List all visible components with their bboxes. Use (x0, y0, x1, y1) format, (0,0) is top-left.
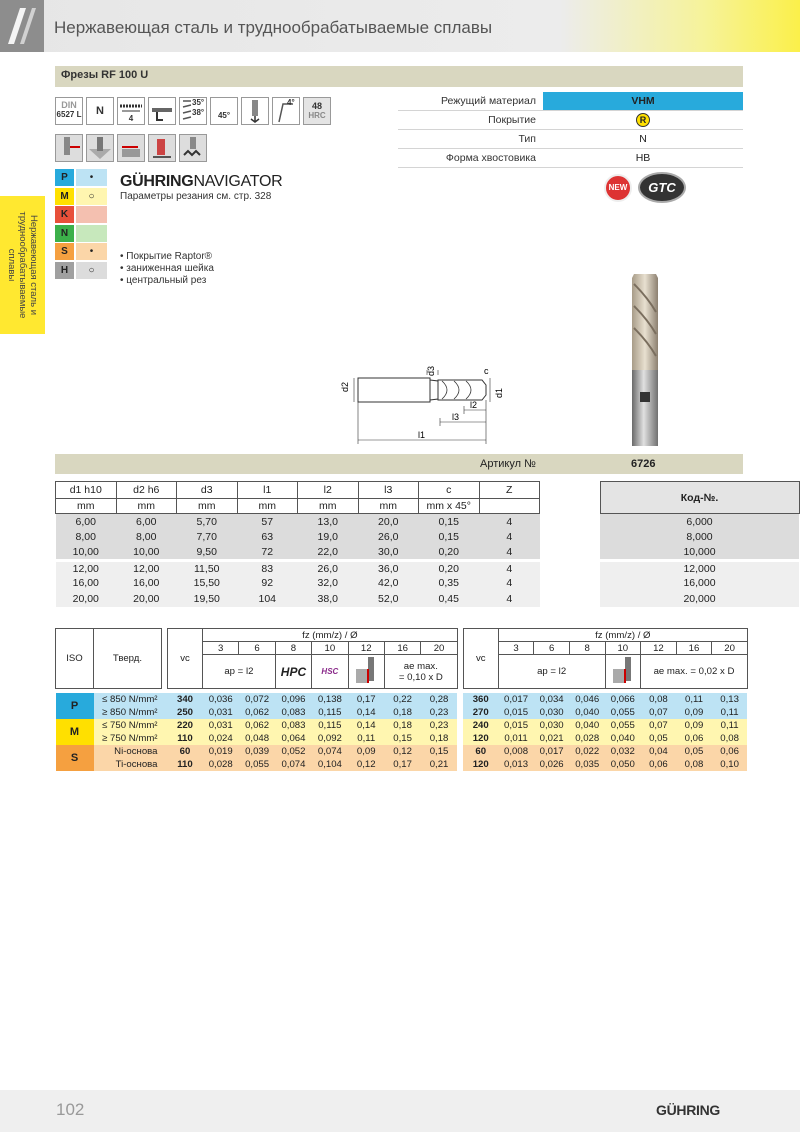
dim-row (56, 529, 800, 545)
fz-value: 0,032 (605, 745, 641, 758)
dim-unit (479, 499, 540, 514)
iso-suitability (76, 225, 107, 242)
diameter-header: 3 (498, 642, 534, 655)
dim-cell: 13,0 (298, 514, 359, 530)
page-footer (0, 1090, 800, 1132)
center-cut-icon (241, 97, 269, 125)
vc-value: 120 (463, 732, 498, 745)
dim-cell: 42,0 (358, 576, 419, 592)
fz-value: 0,23 (421, 719, 457, 732)
dim-cell: 5,70 (177, 514, 238, 530)
fz-value: 0,031 (203, 719, 239, 732)
diameter-header: 12 (348, 642, 384, 655)
din-standard-icon: DIN 6527 L (55, 97, 83, 125)
iso-suitability: ○ (76, 188, 107, 205)
right-ae: ae max. = 0,02 x D (641, 655, 748, 689)
dim-cell: 38,0 (298, 591, 359, 607)
dim-cell: 63 (237, 529, 298, 545)
vc-header: vc (168, 629, 203, 689)
diameter-header: 20 (421, 642, 457, 655)
dim-header: c (419, 482, 480, 499)
fz-value: 0,021 (534, 732, 570, 745)
diameter-header: 20 (712, 642, 748, 655)
spec-row-shank: Форма хвостовика HB (398, 149, 743, 168)
iso-group-label: M (56, 719, 94, 745)
cutting-params-note: Параметры резания см. стр. 328 (120, 191, 272, 202)
article-code[interactable]: 20,000 (600, 591, 799, 607)
fz-value: 0,092 (312, 732, 348, 745)
fz-value: 0,17 (348, 693, 384, 706)
iso-header: ISO (56, 629, 94, 689)
dim-unit: mm (298, 499, 359, 514)
vc-value: 110 (168, 758, 203, 771)
coating-badge: R (636, 113, 650, 127)
tool-dimension-drawing (330, 358, 510, 450)
dim-row (56, 576, 800, 592)
vc-header: vc (463, 629, 498, 689)
dim-cell: 8,00 (56, 529, 117, 545)
diameter-header: 10 (312, 642, 348, 655)
side-tab-label: Нержавеющая сталь и труднообрабатываемые сплавы (6, 211, 39, 319)
dim-unit: mm (116, 499, 177, 514)
dim-cell: 4 (479, 545, 540, 561)
iso-letter: P (55, 169, 74, 186)
fz-value: 0,06 (641, 758, 677, 771)
end-mill-image (626, 272, 666, 448)
fz-value: 0,13 (712, 693, 748, 706)
dim-cell: 20,00 (56, 591, 117, 607)
diameter-header: 12 (641, 642, 677, 655)
iso-letter: M (55, 188, 74, 205)
side-milling-icon (348, 655, 384, 689)
hpc-icon: HPC (275, 655, 311, 689)
fz-value: 0,055 (605, 719, 641, 732)
vc-value: 60 (168, 745, 203, 758)
footer-brand-logo: GÜHRING (656, 1102, 721, 1118)
dim-unit: mm (358, 499, 419, 514)
fz-header: fz (mm/z) / Ø (203, 629, 458, 642)
diameter-header: 10 (605, 642, 641, 655)
dim-cell: 32,0 (298, 576, 359, 592)
fz-value: 0,09 (676, 719, 712, 732)
fz-value: 0,030 (534, 719, 570, 732)
article-label: Артикул № (480, 458, 536, 470)
product-title-bar (55, 66, 743, 87)
dim-cell: 9,50 (177, 545, 238, 561)
dim-cell: 7,70 (177, 529, 238, 545)
vc-value: 240 (463, 719, 498, 732)
fz-value: 0,115 (312, 706, 348, 719)
fz-value: 0,18 (384, 719, 420, 732)
iso-group-label: P (56, 693, 94, 719)
fz-value: 0,040 (569, 706, 605, 719)
dim-cell: 52,0 (358, 591, 419, 607)
fz-value: 0,11 (348, 732, 384, 745)
dim-cell: 22,0 (298, 545, 359, 561)
fz-value: 0,030 (534, 706, 570, 719)
dim-header-row (56, 482, 800, 499)
fz-value: 0,05 (676, 745, 712, 758)
label-l3: l3 (452, 412, 460, 422)
article-number: 6726 (631, 458, 656, 470)
fz-value: 0,074 (275, 758, 311, 771)
fz-value: 0,036 (203, 693, 239, 706)
plunge-milling-icon (179, 134, 207, 162)
dim-cell: 0,20 (419, 545, 480, 561)
dim-cell: 26,0 (298, 560, 359, 576)
fz-value: 0,11 (676, 693, 712, 706)
article-code[interactable]: 10,000 (600, 545, 799, 561)
vc-value: 270 (463, 706, 498, 719)
finishing-icon (605, 655, 641, 689)
vc-value: 220 (168, 719, 203, 732)
vc-value: 250 (168, 706, 203, 719)
fz-value: 0,028 (569, 732, 605, 745)
fz-value: 0,052 (275, 745, 311, 758)
hardness-value: ≥ 750 N/mm² (94, 732, 162, 745)
page-title: Нержавеющая сталь и труднообрабатываемые сплавы (54, 18, 493, 37)
iso-group-s (55, 243, 107, 260)
fz-value: 0,115 (312, 719, 348, 732)
blade-icon (6, 6, 38, 46)
dim-cell: 92 (237, 576, 298, 592)
fz-value: 0,21 (421, 758, 457, 771)
fz-value: 0,064 (275, 732, 311, 745)
dim-unit: mm (237, 499, 298, 514)
fz-value: 0,022 (569, 745, 605, 758)
spec-row-material: Режущий материал VHM (398, 92, 743, 111)
fz-value: 0,18 (384, 706, 420, 719)
cutting-row (56, 745, 748, 758)
fz-value: 0,06 (712, 745, 748, 758)
dim-header: l1 (237, 482, 298, 499)
dim-row (56, 545, 800, 561)
fz-value: 0,046 (569, 693, 605, 706)
vc-value: 110 (168, 732, 203, 745)
fz-value: 0,035 (569, 758, 605, 771)
slot-milling-icon (86, 134, 114, 162)
fz-value: 0,011 (498, 732, 534, 745)
diameter-header: 6 (534, 642, 570, 655)
left-ae-value: = 0,10 x D (398, 671, 443, 683)
fz-value: 0,15 (421, 745, 457, 758)
chamfer-angle-icon: 45° (210, 97, 238, 125)
diameter-header: 8 (275, 642, 311, 655)
article-code[interactable]: 12,000 (600, 560, 799, 576)
product-title: Фрезы RF 100 U (61, 69, 149, 81)
fz-value: 0,15 (384, 732, 420, 745)
cutting-row (56, 758, 748, 771)
dim-cell: 11,50 (177, 560, 238, 576)
vc-value: 340 (168, 693, 203, 706)
fz-value: 0,18 (421, 732, 457, 745)
hardness-value: Ti-основа (94, 758, 162, 771)
chip-icon (148, 97, 176, 125)
hardness-value: Ni-основа (94, 745, 162, 758)
diameter-header: 6 (239, 642, 275, 655)
fz-value: 0,017 (498, 693, 534, 706)
ramping-icon (148, 134, 176, 162)
fz-value: 0,034 (534, 693, 570, 706)
fz-value: 0,14 (348, 706, 384, 719)
dim-cell: 4 (479, 514, 540, 530)
dim-header: l2 (298, 482, 359, 499)
fz-value: 0,083 (275, 719, 311, 732)
iso-suitability (76, 206, 107, 223)
dim-cell: 36,0 (358, 560, 419, 576)
dim-cell: 12,00 (116, 560, 177, 576)
fz-value: 0,23 (421, 706, 457, 719)
fz-value: 0,026 (534, 758, 570, 771)
fz-value: 0,22 (384, 693, 420, 706)
iso-suitability: • (76, 169, 107, 186)
dim-cell: 19,0 (298, 529, 359, 545)
profile-milling-icon (117, 134, 145, 162)
fz-value: 0,14 (348, 719, 384, 732)
dim-cell: 6,00 (116, 514, 177, 530)
fz-value: 0,019 (203, 745, 239, 758)
dim-cell: 0,45 (419, 591, 480, 607)
feature-item: • Покрытие Raptor® (120, 251, 213, 262)
dim-row (56, 591, 800, 607)
cutting-row (56, 719, 748, 732)
cutting-row (56, 732, 748, 745)
iso-group-n (55, 225, 107, 242)
fz-value: 0,031 (203, 706, 239, 719)
dim-cell: 20,0 (358, 514, 419, 530)
hardness-value: ≤ 750 N/mm² (94, 719, 162, 732)
flute-count-icon: 4 (117, 97, 145, 125)
fz-header: fz (mm/z) / Ø (498, 629, 747, 642)
dim-cell: 16,00 (56, 576, 117, 592)
fz-value: 0,11 (712, 706, 748, 719)
fz-value: 0,013 (498, 758, 534, 771)
dim-header: d3 (177, 482, 238, 499)
iso-suitability: • (76, 243, 107, 260)
fz-value: 0,08 (641, 693, 677, 706)
fz-value: 0,096 (275, 693, 311, 706)
fz-value: 0,09 (348, 745, 384, 758)
cutting-row (56, 693, 748, 706)
iso-group-m (55, 188, 107, 205)
type-n-icon: N (86, 97, 114, 125)
dim-cell: 72 (237, 545, 298, 561)
dim-cell: 4 (479, 576, 540, 592)
fz-value: 0,028 (203, 758, 239, 771)
dim-header: d1 h10 (56, 482, 117, 499)
dim-cell: 15,50 (177, 576, 238, 592)
dim-cell: 4 (479, 591, 540, 607)
fz-value: 0,12 (384, 745, 420, 758)
dim-row (56, 514, 800, 530)
fz-value: 0,138 (312, 693, 348, 706)
iso-group-p (55, 169, 107, 186)
dim-cell: 20,00 (116, 591, 177, 607)
cutting-row (56, 706, 748, 719)
vc-value: 120 (463, 758, 498, 771)
iso-group-h (55, 262, 107, 279)
dim-unit: mm x 45° (419, 499, 480, 514)
iso-letter: N (55, 225, 74, 242)
article-bar (55, 454, 743, 474)
taper-angle-icon: 4° (272, 97, 300, 125)
dim-cell: 0,15 (419, 529, 480, 545)
fz-value: 0,28 (421, 693, 457, 706)
fz-value: 0,08 (676, 758, 712, 771)
right-ap: ap = l2 (498, 655, 605, 689)
label-l1: l1 (418, 430, 426, 440)
label-d3: d3 (426, 365, 436, 376)
fz-value: 0,015 (498, 719, 534, 732)
label-d1: d1 (494, 387, 504, 398)
left-ae-max: ae max. (403, 660, 438, 672)
fz-value: 0,017 (534, 745, 570, 758)
dim-cell: 83 (237, 560, 298, 576)
dim-cell: 10,00 (116, 545, 177, 561)
article-code[interactable]: 8,000 (600, 529, 799, 545)
article-code[interactable]: 6,000 (600, 514, 799, 530)
fz-value: 0,04 (641, 745, 677, 758)
fz-value: 0,09 (676, 706, 712, 719)
fz-value: 0,024 (203, 732, 239, 745)
fz-value: 0,040 (605, 732, 641, 745)
navigator-logo: GÜHRINGNAVIGATOR (120, 173, 283, 190)
fz-value: 0,17 (384, 758, 420, 771)
vc-value: 60 (463, 745, 498, 758)
iso-group-k (55, 206, 107, 223)
iso-suitability: ○ (76, 262, 107, 279)
dim-unit: mm (177, 499, 238, 514)
page-header (0, 0, 800, 52)
dim-cell: 12,00 (56, 560, 117, 576)
label-c: c (484, 366, 489, 376)
iso-letter: K (55, 206, 74, 223)
dim-row (56, 560, 800, 576)
gtc-badge: GTC (638, 172, 686, 203)
side-milling-icon (55, 134, 83, 162)
spec-row-coating: Покрытие R (398, 111, 743, 130)
feature-item: • центральный рез (120, 275, 207, 286)
feature-item: • заниженная шейка (120, 263, 214, 274)
dim-cell: 19,50 (177, 591, 238, 607)
fz-value: 0,08 (712, 732, 748, 745)
dim-cell: 26,0 (358, 529, 419, 545)
dim-cell: 4 (479, 529, 540, 545)
dim-cell: 6,00 (56, 514, 117, 530)
fz-value: 0,072 (239, 693, 275, 706)
diameter-header: 3 (203, 642, 239, 655)
fz-value: 0,040 (569, 719, 605, 732)
iso-letter: H (55, 262, 74, 279)
section-side-tab[interactable] (0, 196, 45, 334)
fz-value: 0,074 (312, 745, 348, 758)
dim-cell: 8,00 (116, 529, 177, 545)
dim-cell: 16,00 (116, 576, 177, 592)
fz-value: 0,066 (605, 693, 641, 706)
diameter-header: 8 (569, 642, 605, 655)
fz-value: 0,048 (239, 732, 275, 745)
fz-value: 0,07 (641, 706, 677, 719)
label-l2: l2 (470, 400, 478, 410)
fz-value: 0,11 (712, 719, 748, 732)
dim-cell: 30,0 (358, 545, 419, 561)
fz-value: 0,050 (605, 758, 641, 771)
fz-value: 0,104 (312, 758, 348, 771)
hardness-value: ≥ 850 N/mm² (94, 706, 162, 719)
helix-angle-icon: 35° 38° (179, 97, 207, 125)
dimensions-table (55, 481, 800, 607)
fz-value: 0,055 (605, 706, 641, 719)
fz-value: 0,039 (239, 745, 275, 758)
cutting-table-grid (55, 628, 748, 771)
fz-value: 0,05 (641, 732, 677, 745)
header-logo (0, 0, 44, 52)
dim-cell: 10,00 (56, 545, 117, 561)
hardness-icon: 48 HRC (303, 97, 331, 125)
dim-cell: 0,15 (419, 514, 480, 530)
diameter-header: 16 (384, 642, 420, 655)
hardness-value: ≤ 850 N/mm² (94, 693, 162, 706)
code-header: Код-№. (600, 482, 799, 514)
fz-value: 0,07 (641, 719, 677, 732)
diameter-header: 16 (676, 642, 712, 655)
fz-value: 0,015 (498, 706, 534, 719)
iso-group-label: S (56, 745, 94, 771)
vc-value: 360 (463, 693, 498, 706)
iso-letter: S (55, 243, 74, 260)
dim-cell: 104 (237, 591, 298, 607)
fz-value: 0,062 (239, 719, 275, 732)
fz-value: 0,083 (275, 706, 311, 719)
fz-value: 0,055 (239, 758, 275, 771)
fz-value: 0,06 (676, 732, 712, 745)
left-ap: ap = l2 (203, 655, 276, 689)
spec-row-type: Тип N (398, 130, 743, 149)
article-code[interactable]: 16,000 (600, 576, 799, 592)
hsc-icon: HSC (312, 655, 348, 689)
dim-header: l3 (358, 482, 419, 499)
dim-cell: 0,35 (419, 576, 480, 592)
dim-cell: 57 (237, 514, 298, 530)
fz-value: 0,062 (239, 706, 275, 719)
fz-value: 0,10 (712, 758, 748, 771)
new-badge: NEW (604, 174, 632, 202)
dim-cell: 4 (479, 560, 540, 576)
dim-cell: 0,20 (419, 560, 480, 576)
dim-header: d2 h6 (116, 482, 177, 499)
label-d2: d2 (340, 381, 350, 392)
dim-header: Z (479, 482, 540, 499)
fz-value: 0,008 (498, 745, 534, 758)
hardness-header: Тверд. (94, 629, 162, 689)
fz-value: 0,12 (348, 758, 384, 771)
dim-unit: mm (56, 499, 117, 514)
page-number: 102 (56, 1100, 85, 1119)
